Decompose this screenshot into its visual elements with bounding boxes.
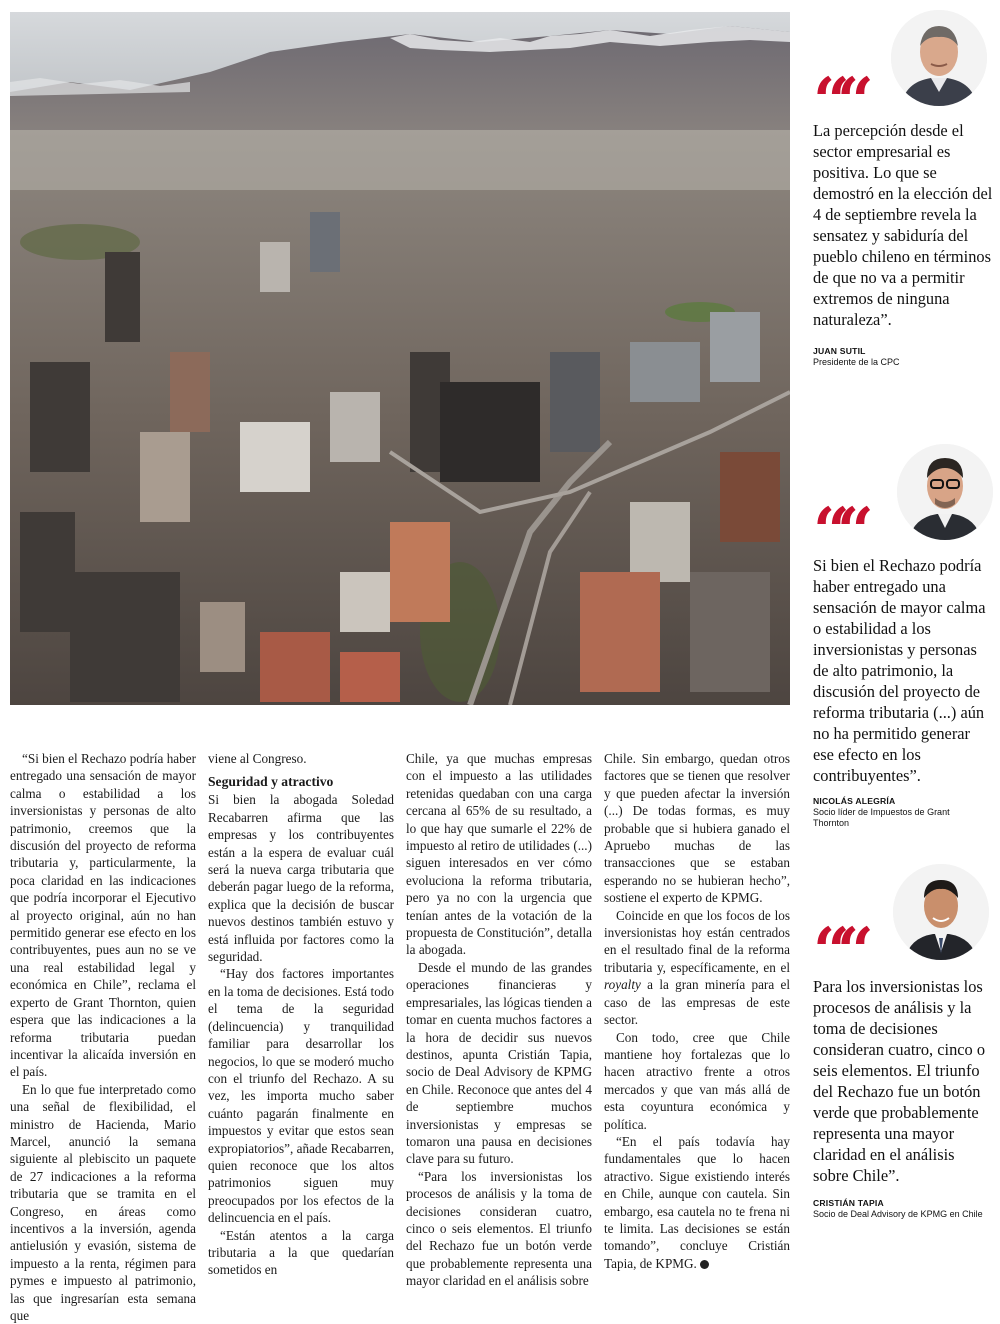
quote-author-name: NICOLÁS ALEGRÍA (813, 796, 896, 806)
quote-author-role: Presidente de la CPC (813, 357, 900, 367)
paragraph: Con todo, cree que Chile mantiene hoy fortalezas que lo hacen atractivo frente a otros mercados y que van más allá de esta coyuntura económica y política. (604, 1029, 790, 1132)
paragraph: Desde el mundo de las grandes operaciones financieras y empresariales, las lógicas tienden a tomar en cuenta muchos factores a la hora de decidir sus nuevos destinos, apunta Cristián Tapia, socio de Deal Advisory de KPMG en Chile. Reconoce que antes del 4 de septiembre muchos inversionistas y empresas se tomaron una pausa en decisiones clave para su futuro. (406, 959, 592, 1167)
paragraph: Si bien la abogada Soledad Recabarren afirma que las empresas y los contribuyentes están a la espera de evaluar cuál será la nueva carga tributaria que deberán pagar luego de la reforma, explica que la decisión de buscar nuevos destinos también estuvo y está influida por factores como la seguridad. (208, 792, 394, 965)
paragraph-continuation: Chile. Sin embargo, quedan otros factores que se tienen que resolver y que pueden afectar la inversión (...) De todas formas, es muy probable que si hubiera ganado el Apruebo muchas de las transacciones que se estaban esperando no se hubieran hecho”, sostiene el experto de KPMG. (604, 751, 790, 906)
paragraph: “Si bien el Rechazo podría haber entregado una sensación de mayor calma o estabilidad a los inversionistas y personas de alto patrimonio, creemos que la discusión del proyecto de reforma tributaria y, particularmente, la poca claridad en las indicaciones que podría incorporar el Ejecutivo al proyecto original, aún no han permitido generar ese efecto en los contribuyentes, pues aun no se ve una real estabilidad legal y económica en Chile”, reclama el experto de Grant Thornton, quien espera que las indicaciones a la reforma tributaria puedan incentivar la alicaída inversión en el país. (10, 751, 196, 1080)
paragraph-text: Coincide en que los focos de los inversionistas hoy están centrados en el resultado final de la reforma tributaria y, específicamente, en el (604, 907, 790, 975)
paragraph: En lo que fue interpretado como una señal de flexibilidad, el ministro de Hacienda, Mario Marcel, anunció la semana siguiente al plebiscito un paquete de 27 indicaciones a la reforma tributaria que se tramita en el Congreso, en áreas como incentivos a la inversión, agenda antielusión y evasión, sistema de impuesto a la renta, régimen para pymes e impuesto al patrimonio, las que ingresarían esta semana que (10, 1081, 196, 1323)
section-heading: Seguridad y atractivo (208, 774, 334, 790)
quote-mark-icon: “ (813, 64, 844, 139)
paragraph: “Para los inversionistas los procesos de análisis y la toma de decisiones consideran cuatro, cinco o seis elementos. El triunfo del Rechazo fue un botón verde que probablemente representa una mayor claridad en el análisis sobre (406, 1168, 592, 1289)
emphasis-royalty: royalty (604, 977, 641, 993)
quote-text: Para los inversionistas los procesos de análisis y la toma de decisiones consideran cuatro, cinco o seis elementos. El triunfo del Rechazo fue un botón verde que probablemente representa una mayor claridad en el análisis sobre Chile”. (813, 977, 986, 1185)
skyline-illustration (10, 12, 790, 705)
paragraph: “Hay dos factores importantes en la toma de decisiones. Está todo el tema de la seguridad (delincuencia) y tranquilidad familiar para desarrollar los negocios, lo que se moderó mucho con el triunfo del Rechazo. A su vez, les importa mucho saber cuánto pagarán finalmente en impuestos y evitar que estos sean expropiatorios”, añade Recabarren, quien reconoce que los altos patrimonios siguen muy preocupados por los efectos de la delincuencia en el país. (208, 966, 394, 1226)
pull-quote-nicolas-alegria (813, 440, 993, 828)
avatar (893, 864, 989, 960)
quote-mark-icon: “ (837, 64, 868, 139)
paragraph-continuation: Chile, ya que muchas empresas con el impuesto a las utilidades retenidas quedaban con una carga cercana al 65% de su resultado, a lo que hay que sumarle el 22% de impuesto al retiro de utilidades (...) siguen interesados en ver cómo evoluciona la reforma tributaria, pero ya no con la urgencia que tenían antes de la votación de la propuesta de Constitución”, detalla la abogada. (406, 751, 592, 958)
quote-mark-icon: “ (837, 914, 868, 989)
pull-quote-cristian-tapia (813, 858, 993, 1228)
paragraph (604, 907, 790, 1029)
paragraph-continuation: viene al Congreso. (208, 751, 307, 766)
paragraph-text: a la gran minería para el caso de las empresas de este sector. (604, 977, 790, 1028)
portrait-nicolas-alegria (897, 444, 993, 540)
article-column-1 (10, 750, 196, 1324)
paragraph: “Están atentos a la carga tributaria a la que quedarían sometidos en (208, 1227, 394, 1278)
avatar (897, 444, 993, 540)
quote-text: La percepción desde el sector empresarial es positiva. Lo que se demostró en la elección del 4 de septiembre revela la sensatez y sabiduría del pueblo chileno en términos de que no va a permitir extremos de ninguna naturaleza”. (813, 121, 993, 329)
paragraph-text: “En el país todavía hay fundamentales que lo hacen atractivo. Sigue existiendo interés en Chile, aunque con cautela. Sin embargo, esa cautela no te frena ni te limita. Las decisiones se están tomando”, concluye Cristián Tapia, de KPMG. (604, 1133, 790, 1271)
city-skyline-photo (10, 12, 790, 705)
article-column-3 (406, 750, 592, 1290)
quote-author-name: CRISTIÁN TAPIA (813, 1198, 884, 1208)
quote-author-role: Socio líder de Impuestos de Grant Thornton (813, 807, 950, 828)
avatar (891, 10, 987, 106)
article-column-4 (604, 750, 790, 1272)
portrait-cristian-tapia (893, 864, 989, 960)
paragraph (604, 1133, 790, 1272)
quote-mark-icon: “ (837, 494, 868, 569)
quote-mark-icon: “ (813, 494, 844, 569)
portrait-juan-sutil (891, 10, 987, 106)
quote-text: Si bien el Rechazo podría haber entregado una sensación de mayor calma o estabilidad a los inversionistas y personas de alto patrimonio, la discusión del proyecto de reforma tributaria (...) aún no ha permitido generar ese efecto en los contribuyentes”. (813, 556, 986, 785)
pull-quote-juan-sutil (813, 8, 993, 378)
quote-author-name: JUAN SUTIL (813, 346, 866, 356)
quote-mark-icon: “ (813, 914, 844, 989)
quote-author-role: Socio de Deal Advisory de KPMG en Chile (813, 1209, 983, 1219)
article-column-2 (208, 750, 394, 1279)
end-of-article-icon: P (700, 1260, 709, 1269)
